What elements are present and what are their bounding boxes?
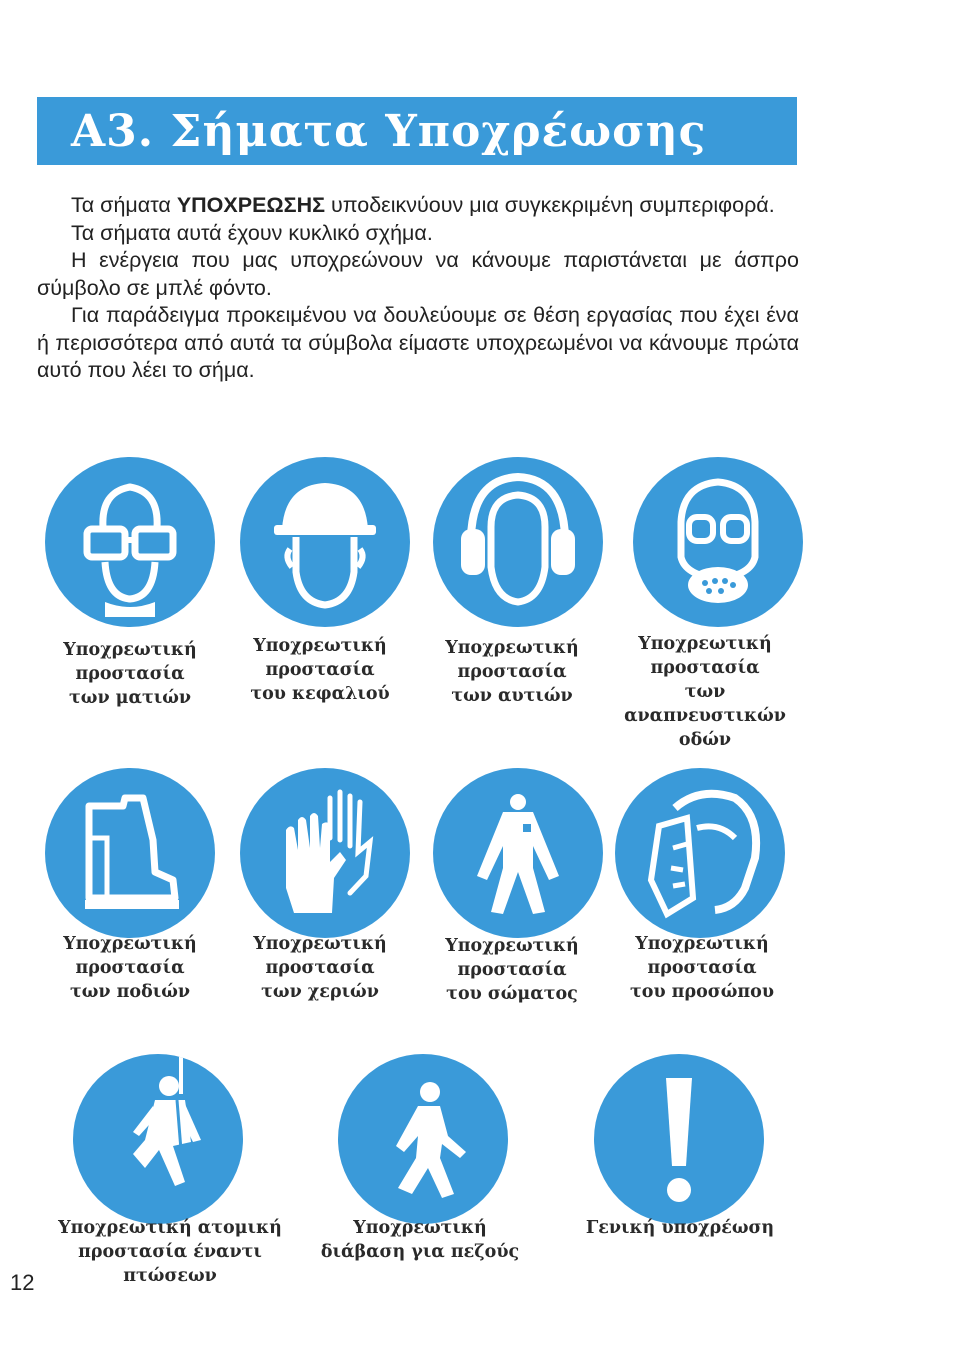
label-feet: Υποχρεωτική προστασία των ποδιών bbox=[63, 934, 197, 1002]
protective-suit-icon bbox=[433, 768, 603, 938]
label-general: Γενική υποχρέωση bbox=[585, 1218, 775, 1238]
intro-paragraph-4: Για παράδειγμα προκειμένου να δουλεύουμε σε θέση εργασίας που έχει ένα ή περισσότερα από αυτά τα σύμβολα είμαστε υποχρεωμένοι να κάνουμε πρώτα αυτό που λέει το σήμα. bbox=[37, 303, 799, 382]
page-number: 12 bbox=[10, 1270, 35, 1295]
safety-boot-icon bbox=[45, 768, 215, 938]
label-pedestrian: Υποχρεωτική διάβαση για πεζούς bbox=[320, 1218, 520, 1262]
safety-goggles-icon bbox=[45, 457, 215, 627]
respirator-icon bbox=[633, 457, 803, 627]
title-banner bbox=[37, 97, 797, 165]
ear-protection-icon bbox=[433, 457, 603, 627]
label-fall-protection: Υποχρεωτική ατομική προστασία έναντι πτώσεων bbox=[58, 1218, 282, 1286]
intro-paragraph-3: Η ενέργεια που μας υποχρεώνουν να κάνουμε παριστάνεται με άσπρο σύμβολο σε μπλέ φόντο. bbox=[37, 248, 799, 300]
safety-harness-icon bbox=[73, 1054, 243, 1224]
label-head: Υποχρεωτική προστασία του κεφαλιού bbox=[250, 636, 390, 704]
gloves-icon bbox=[240, 768, 410, 938]
label-respiratory: Υποχρεωτική προστασία των αναπνευστικών οδών bbox=[624, 634, 786, 750]
face-shield-icon bbox=[615, 768, 785, 938]
page-title: A3. Σήματα Υποχρέωσης bbox=[71, 105, 707, 157]
label-eyes: Υποχρεωτική προστασία των ματιών bbox=[63, 640, 197, 708]
exclamation-icon bbox=[594, 1054, 764, 1224]
label-hands: Υποχρεωτική προστασία των χεριών bbox=[253, 934, 387, 1002]
label-body: Υποχρεωτική προστασία του σώματος bbox=[445, 936, 579, 1004]
pedestrian-icon bbox=[338, 1054, 508, 1224]
label-face: Υποχρεωτική προστασία του προσώπου bbox=[630, 934, 774, 1002]
intro-paragraph-2: Τα σήματα αυτά έχουν κυκλικό σχήμα. bbox=[71, 220, 433, 245]
intro-text bbox=[37, 192, 799, 385]
label-ears: Υποχρεωτική προστασία των αυτιών bbox=[445, 638, 579, 706]
intro-paragraph-1: Τα σήματα ΥΠΟΧΡΕΩΣΗΣ υποδεικνύουν μια συγκεκριμένη συμπεριφορά. bbox=[71, 193, 775, 217]
hard-hat-icon bbox=[240, 457, 410, 627]
